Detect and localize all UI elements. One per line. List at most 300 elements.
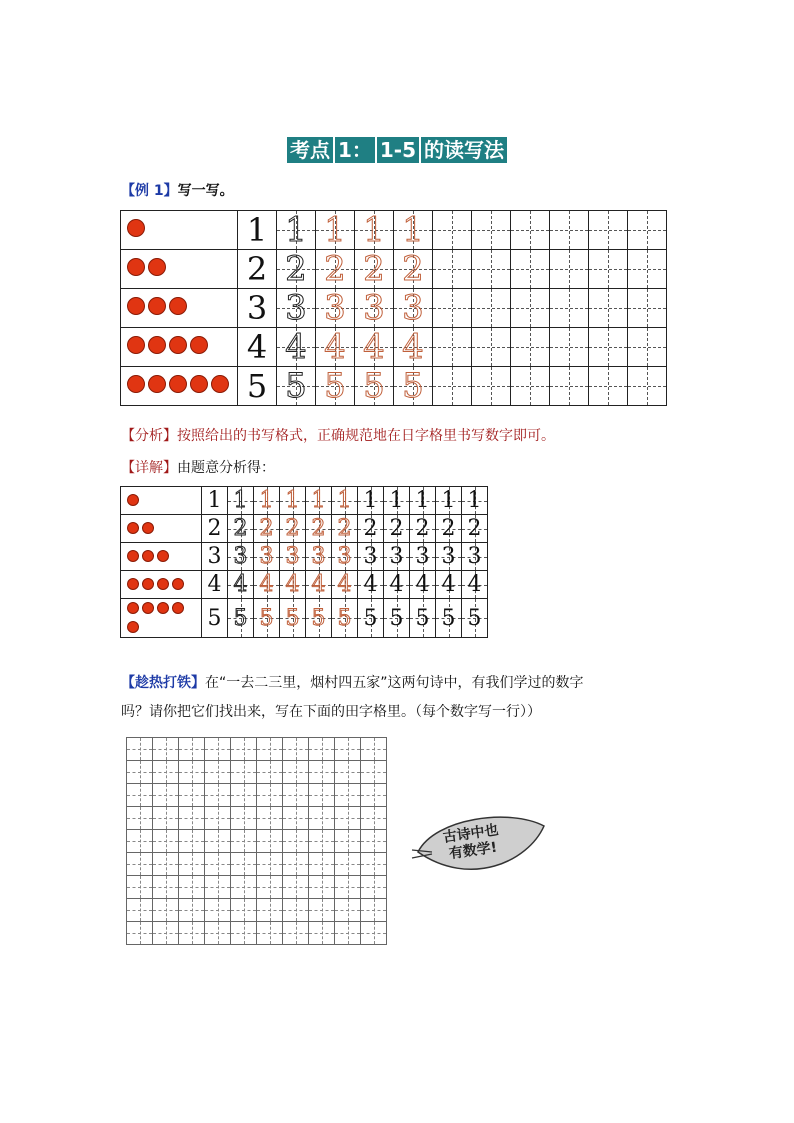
- answer-numeral: 4: [441, 572, 456, 597]
- writing-grid-cell: [589, 211, 628, 250]
- example-label: 【例 1】: [121, 183, 178, 199]
- practice-cell[interactable]: [283, 807, 309, 830]
- practice-cell[interactable]: [361, 899, 387, 922]
- guide-numeral: 3: [337, 544, 352, 569]
- example-row: [121, 289, 667, 328]
- red-dot: [127, 494, 139, 506]
- analysis-label: 【分析】: [121, 428, 177, 444]
- red-dot: [169, 375, 187, 393]
- writing-grid-cell: [384, 515, 410, 543]
- practice-cell[interactable]: [309, 899, 335, 922]
- guide-numeral: 4: [285, 572, 300, 597]
- example-row: [121, 211, 667, 250]
- writing-grid-cell: [384, 599, 410, 638]
- writing-grid-cell: [228, 599, 254, 638]
- guide-numeral: 1: [402, 210, 424, 250]
- red-dot: [127, 219, 145, 237]
- practice-row: [127, 738, 387, 761]
- practice-cell[interactable]: [283, 899, 309, 922]
- writing-grid-cell: [306, 571, 332, 599]
- practice-cell[interactable]: [179, 853, 205, 876]
- practice-cell[interactable]: [179, 922, 205, 945]
- writing-grid-cell: [462, 571, 488, 599]
- guide-numeral: 3: [324, 288, 346, 328]
- writing-grid-cell: [316, 250, 355, 289]
- dot-count-cell: [121, 543, 202, 571]
- answer-numeral: 2: [441, 516, 456, 541]
- example-prompt: 写一写。: [177, 183, 234, 199]
- practice-cell[interactable]: [153, 899, 179, 922]
- writing-grid-cell: [316, 289, 355, 328]
- red-dot: [148, 258, 166, 276]
- leaf-text-line-2: 有数学!: [448, 839, 499, 863]
- writing-grid-cell: [410, 487, 436, 515]
- practice-cell[interactable]: [283, 761, 309, 784]
- writing-grid-cell: [394, 289, 433, 328]
- practice-cell[interactable]: [257, 807, 283, 830]
- dot-count-cell: [121, 250, 238, 289]
- red-dot: [157, 578, 169, 590]
- writing-grid-cell: [355, 211, 394, 250]
- guide-numeral: 5: [363, 366, 385, 406]
- practice-cell[interactable]: [205, 761, 231, 784]
- writing-grid-cell: [228, 487, 254, 515]
- answer-numeral: 1: [467, 488, 482, 513]
- writing-grid-cell: [332, 571, 358, 599]
- practice-cell[interactable]: [127, 807, 153, 830]
- numeral-cell: 1: [238, 211, 277, 250]
- writing-grid-cell: [433, 250, 472, 289]
- practice-cell[interactable]: [153, 738, 179, 761]
- answer-numeral: 3: [441, 544, 456, 569]
- practice-row: [127, 784, 387, 807]
- example-row: [121, 250, 667, 289]
- writing-grid-cell: [277, 250, 316, 289]
- practice-cell[interactable]: [257, 830, 283, 853]
- guide-numeral: 4: [402, 327, 424, 367]
- analysis-text: 按照给出的书写格式，正确规范地在日字格里书写数字即可。: [177, 428, 555, 444]
- guide-numeral: 5: [233, 605, 248, 631]
- answer-numeral: 3: [467, 544, 482, 569]
- writing-grid-cell: [332, 487, 358, 515]
- red-dot: [127, 336, 145, 354]
- answer-numeral: 5: [389, 605, 404, 631]
- practice-cell[interactable]: [127, 853, 153, 876]
- answer-numeral: 3: [415, 544, 430, 569]
- writing-grid-cell: [394, 211, 433, 250]
- guide-numeral: 5: [337, 605, 352, 631]
- practice-cell[interactable]: [153, 761, 179, 784]
- guide-numeral: 3: [402, 288, 424, 328]
- writing-grid-cell: [280, 487, 306, 515]
- answer-numeral: 4: [363, 572, 378, 597]
- practice-grid: [126, 737, 387, 945]
- practice-cell[interactable]: [231, 922, 257, 945]
- numeral-cell: 1: [202, 487, 228, 515]
- red-dot: [172, 578, 184, 590]
- answer-numeral: 5: [415, 605, 430, 631]
- writing-grid-cell: [254, 487, 280, 515]
- writing-grid-cell: [436, 487, 462, 515]
- numeral-cell: 4: [238, 328, 277, 367]
- practice-cell[interactable]: [205, 922, 231, 945]
- writing-grid-cell: [433, 328, 472, 367]
- writing-grid-cell: [589, 328, 628, 367]
- guide-numeral: 1: [311, 488, 326, 513]
- answer-writing-table: [120, 486, 488, 638]
- practice-cell[interactable]: [127, 738, 153, 761]
- writing-grid-cell: [589, 250, 628, 289]
- writing-grid-cell: [472, 328, 511, 367]
- guide-numeral: 5: [402, 366, 424, 406]
- practice-cell[interactable]: [257, 738, 283, 761]
- title-segment-2: 1：: [335, 137, 375, 163]
- practice-cell[interactable]: [153, 922, 179, 945]
- answer-numeral: 4: [467, 572, 482, 597]
- practice-cell[interactable]: [309, 830, 335, 853]
- guide-numeral: 5: [259, 605, 274, 631]
- writing-grid-cell: [280, 571, 306, 599]
- writing-grid-cell: [436, 515, 462, 543]
- guide-numeral: 2: [285, 516, 300, 541]
- writing-grid-cell: [550, 328, 589, 367]
- writing-grid-cell: [433, 289, 472, 328]
- red-dot: [127, 578, 139, 590]
- practice-cell[interactable]: [309, 876, 335, 899]
- writing-grid-cell: [433, 211, 472, 250]
- practice-cell[interactable]: [283, 853, 309, 876]
- writing-grid-cell: [462, 515, 488, 543]
- practice-cell[interactable]: [335, 784, 361, 807]
- answer-numeral: 2: [467, 516, 482, 541]
- practice-cell[interactable]: [361, 830, 387, 853]
- practice-cell[interactable]: [361, 784, 387, 807]
- practice-cell[interactable]: [179, 899, 205, 922]
- guide-numeral: 3: [259, 544, 274, 569]
- practice-cell[interactable]: [153, 876, 179, 899]
- red-dot: [169, 336, 187, 354]
- exercise-line-2: 吗？请你把它们找出来，写在下面的田字格里。（每个数字写一行））: [121, 704, 541, 720]
- practice-cell[interactable]: [257, 853, 283, 876]
- writing-grid-cell: [462, 543, 488, 571]
- writing-grid-cell: [316, 211, 355, 250]
- red-dot: [211, 375, 229, 393]
- red-dot: [127, 550, 139, 562]
- example-heading: [121, 180, 234, 200]
- red-dot: [142, 578, 154, 590]
- red-dot: [190, 336, 208, 354]
- practice-row: [127, 922, 387, 945]
- writing-grid-cell: [254, 599, 280, 638]
- example-row: [121, 328, 667, 367]
- guide-numeral: 1: [233, 488, 248, 513]
- writing-grid-cell: [280, 599, 306, 638]
- answer-row: [121, 543, 488, 571]
- practice-cell[interactable]: [231, 899, 257, 922]
- answer-numeral: 1: [415, 488, 430, 513]
- practice-cell[interactable]: [127, 784, 153, 807]
- red-dot: [127, 602, 139, 614]
- writing-grid-cell: [306, 515, 332, 543]
- writing-grid-cell: [384, 487, 410, 515]
- practice-cell[interactable]: [309, 922, 335, 945]
- writing-grid-cell: [550, 250, 589, 289]
- practice-cell[interactable]: [179, 807, 205, 830]
- practice-cell[interactable]: [361, 761, 387, 784]
- red-dot: [127, 258, 145, 276]
- red-dot: [127, 375, 145, 393]
- guide-numeral: 4: [324, 327, 346, 367]
- practice-cell[interactable]: [257, 784, 283, 807]
- practice-cell[interactable]: [127, 830, 153, 853]
- answer-numeral: 3: [363, 544, 378, 569]
- practice-cell[interactable]: [205, 830, 231, 853]
- guide-numeral: 5: [324, 366, 346, 406]
- writing-grid-cell: [280, 543, 306, 571]
- practice-cell[interactable]: [283, 922, 309, 945]
- practice-cell[interactable]: [309, 807, 335, 830]
- answer-numeral: 2: [415, 516, 430, 541]
- answer-numeral: 3: [389, 544, 404, 569]
- dot-count-cell: [121, 211, 238, 250]
- practice-cell[interactable]: [127, 899, 153, 922]
- writing-grid-cell: [332, 515, 358, 543]
- practice-cell[interactable]: [179, 784, 205, 807]
- red-dot: [148, 375, 166, 393]
- leaf-text-line-1: 古诗中也: [441, 822, 500, 846]
- practice-cell[interactable]: [231, 761, 257, 784]
- writing-grid-cell: [228, 515, 254, 543]
- writing-grid-cell: [355, 250, 394, 289]
- writing-grid-cell: [628, 367, 667, 406]
- red-dot: [169, 297, 187, 315]
- guide-numeral: 4: [337, 572, 352, 597]
- practice-cell[interactable]: [335, 922, 361, 945]
- red-dot: [127, 522, 139, 534]
- writing-grid-cell: [384, 571, 410, 599]
- guide-numeral: 5: [311, 605, 326, 631]
- dot-count-cell: [121, 487, 202, 515]
- detail-text: 由题意分析得：: [177, 460, 275, 476]
- numeral-cell: 2: [202, 515, 228, 543]
- writing-grid-cell: [332, 543, 358, 571]
- answer-row: [121, 599, 488, 638]
- practice-cell[interactable]: [309, 761, 335, 784]
- writing-grid-cell: [277, 367, 316, 406]
- writing-grid-cell: [277, 328, 316, 367]
- guide-numeral: 4: [285, 327, 307, 367]
- guide-numeral: 1: [337, 488, 352, 513]
- writing-grid-cell: [280, 515, 306, 543]
- practice-cell[interactable]: [335, 761, 361, 784]
- practice-cell[interactable]: [205, 807, 231, 830]
- practice-cell[interactable]: [179, 761, 205, 784]
- practice-cell[interactable]: [153, 830, 179, 853]
- writing-grid-cell: [436, 571, 462, 599]
- practice-cell[interactable]: [179, 738, 205, 761]
- guide-numeral: 3: [233, 544, 248, 569]
- writing-grid-cell: [433, 367, 472, 406]
- guide-numeral: 3: [363, 288, 385, 328]
- answer-row: [121, 515, 488, 543]
- writing-grid-cell: [394, 250, 433, 289]
- leaf-speech-bubble: [410, 812, 550, 888]
- writing-grid-cell: [628, 211, 667, 250]
- practice-cell[interactable]: [257, 761, 283, 784]
- detail-line: [121, 457, 275, 477]
- practice-row: [127, 807, 387, 830]
- practice-cell[interactable]: [335, 899, 361, 922]
- dot-count-cell: [121, 599, 202, 638]
- writing-grid-cell: [254, 515, 280, 543]
- writing-grid-cell: [410, 543, 436, 571]
- writing-grid-cell: [628, 328, 667, 367]
- practice-cell[interactable]: [153, 807, 179, 830]
- practice-cell[interactable]: [179, 830, 205, 853]
- guide-numeral: 4: [363, 327, 385, 367]
- page-title: [0, 137, 794, 163]
- example-row: [121, 367, 667, 406]
- red-dot: [172, 602, 184, 614]
- writing-grid-cell: [254, 571, 280, 599]
- practice-cell[interactable]: [283, 830, 309, 853]
- writing-grid-cell: [550, 367, 589, 406]
- writing-grid-cell: [306, 543, 332, 571]
- guide-numeral: 1: [324, 210, 346, 250]
- writing-grid-cell: [358, 487, 384, 515]
- answer-numeral: 1: [441, 488, 456, 513]
- answer-row: [121, 571, 488, 599]
- writing-grid-cell: [332, 599, 358, 638]
- writing-grid-cell: [355, 289, 394, 328]
- writing-grid-cell: [472, 289, 511, 328]
- writing-grid-cell: [436, 543, 462, 571]
- dot-count-cell: [121, 289, 238, 328]
- guide-numeral: 2: [259, 516, 274, 541]
- writing-grid-cell: [628, 289, 667, 328]
- guide-numeral: 1: [285, 488, 300, 513]
- practice-cell[interactable]: [205, 853, 231, 876]
- practice-cell[interactable]: [257, 876, 283, 899]
- writing-grid-cell: [589, 289, 628, 328]
- practice-cell[interactable]: [361, 807, 387, 830]
- practice-cell[interactable]: [309, 784, 335, 807]
- practice-cell[interactable]: [309, 853, 335, 876]
- red-dot: [157, 602, 169, 614]
- writing-grid-cell: [589, 367, 628, 406]
- writing-grid-cell: [472, 250, 511, 289]
- practice-cell[interactable]: [335, 876, 361, 899]
- red-dot: [190, 375, 208, 393]
- practice-cell[interactable]: [127, 761, 153, 784]
- practice-cell[interactable]: [153, 784, 179, 807]
- writing-grid-cell: [316, 328, 355, 367]
- answer-numeral: 1: [363, 488, 378, 513]
- practice-cell[interactable]: [153, 853, 179, 876]
- practice-cell[interactable]: [205, 899, 231, 922]
- practice-cell[interactable]: [335, 807, 361, 830]
- red-dot: [127, 621, 139, 633]
- answer-numeral: 2: [363, 516, 378, 541]
- practice-cell[interactable]: [231, 738, 257, 761]
- red-dot: [142, 550, 154, 562]
- red-dot: [142, 602, 154, 614]
- practice-cell[interactable]: [205, 876, 231, 899]
- guide-numeral: 4: [311, 572, 326, 597]
- guide-numeral: 2: [363, 249, 385, 289]
- practice-cell[interactable]: [335, 853, 361, 876]
- writing-grid-cell: [384, 543, 410, 571]
- practice-cell[interactable]: [361, 922, 387, 945]
- guide-numeral: 4: [233, 572, 248, 597]
- practice-cell[interactable]: [361, 876, 387, 899]
- writing-grid-cell: [394, 367, 433, 406]
- writing-grid-cell: [277, 211, 316, 250]
- practice-cell[interactable]: [231, 784, 257, 807]
- practice-cell[interactable]: [335, 738, 361, 761]
- writing-grid-cell: [358, 571, 384, 599]
- guide-numeral: 4: [259, 572, 274, 597]
- dot-count-cell: [121, 328, 238, 367]
- guide-numeral: 3: [311, 544, 326, 569]
- practice-cell[interactable]: [231, 830, 257, 853]
- exercise-paragraph: [121, 669, 691, 727]
- numeral-cell: 4: [202, 571, 228, 599]
- red-dot: [157, 550, 169, 562]
- practice-cell[interactable]: [205, 738, 231, 761]
- title-segment-1: 考点: [287, 137, 333, 163]
- guide-numeral: 1: [285, 210, 307, 250]
- answer-numeral: 5: [441, 605, 456, 631]
- practice-cell[interactable]: [283, 876, 309, 899]
- practice-cell[interactable]: [231, 876, 257, 899]
- practice-cell[interactable]: [257, 922, 283, 945]
- practice-cell[interactable]: [309, 738, 335, 761]
- practice-cell[interactable]: [231, 853, 257, 876]
- practice-row: [127, 899, 387, 922]
- answer-numeral: 2: [389, 516, 404, 541]
- guide-numeral: 2: [285, 249, 307, 289]
- writing-grid-cell: [358, 599, 384, 638]
- practice-cell[interactable]: [257, 899, 283, 922]
- numeral-cell: 3: [202, 543, 228, 571]
- practice-cell[interactable]: [231, 807, 257, 830]
- detail-label: 【详解】: [121, 460, 177, 476]
- writing-grid-cell: [394, 328, 433, 367]
- writing-grid-cell: [306, 599, 332, 638]
- practice-cell[interactable]: [283, 784, 309, 807]
- numeral-cell: 5: [202, 599, 228, 638]
- practice-cell[interactable]: [205, 784, 231, 807]
- guide-numeral: 1: [363, 210, 385, 250]
- practice-cell[interactable]: [179, 876, 205, 899]
- answer-row: [121, 487, 488, 515]
- writing-grid-cell: [628, 250, 667, 289]
- writing-grid-cell: [511, 289, 550, 328]
- dot-count-cell: [121, 367, 238, 406]
- numeral-cell: 5: [238, 367, 277, 406]
- writing-grid-cell: [410, 515, 436, 543]
- practice-cell[interactable]: [361, 738, 387, 761]
- practice-cell[interactable]: [127, 876, 153, 899]
- practice-row: [127, 876, 387, 899]
- practice-cell[interactable]: [127, 922, 153, 945]
- practice-cell[interactable]: [361, 853, 387, 876]
- writing-grid-cell: [358, 543, 384, 571]
- writing-grid-cell: [254, 543, 280, 571]
- practice-cell[interactable]: [283, 738, 309, 761]
- practice-cell[interactable]: [335, 830, 361, 853]
